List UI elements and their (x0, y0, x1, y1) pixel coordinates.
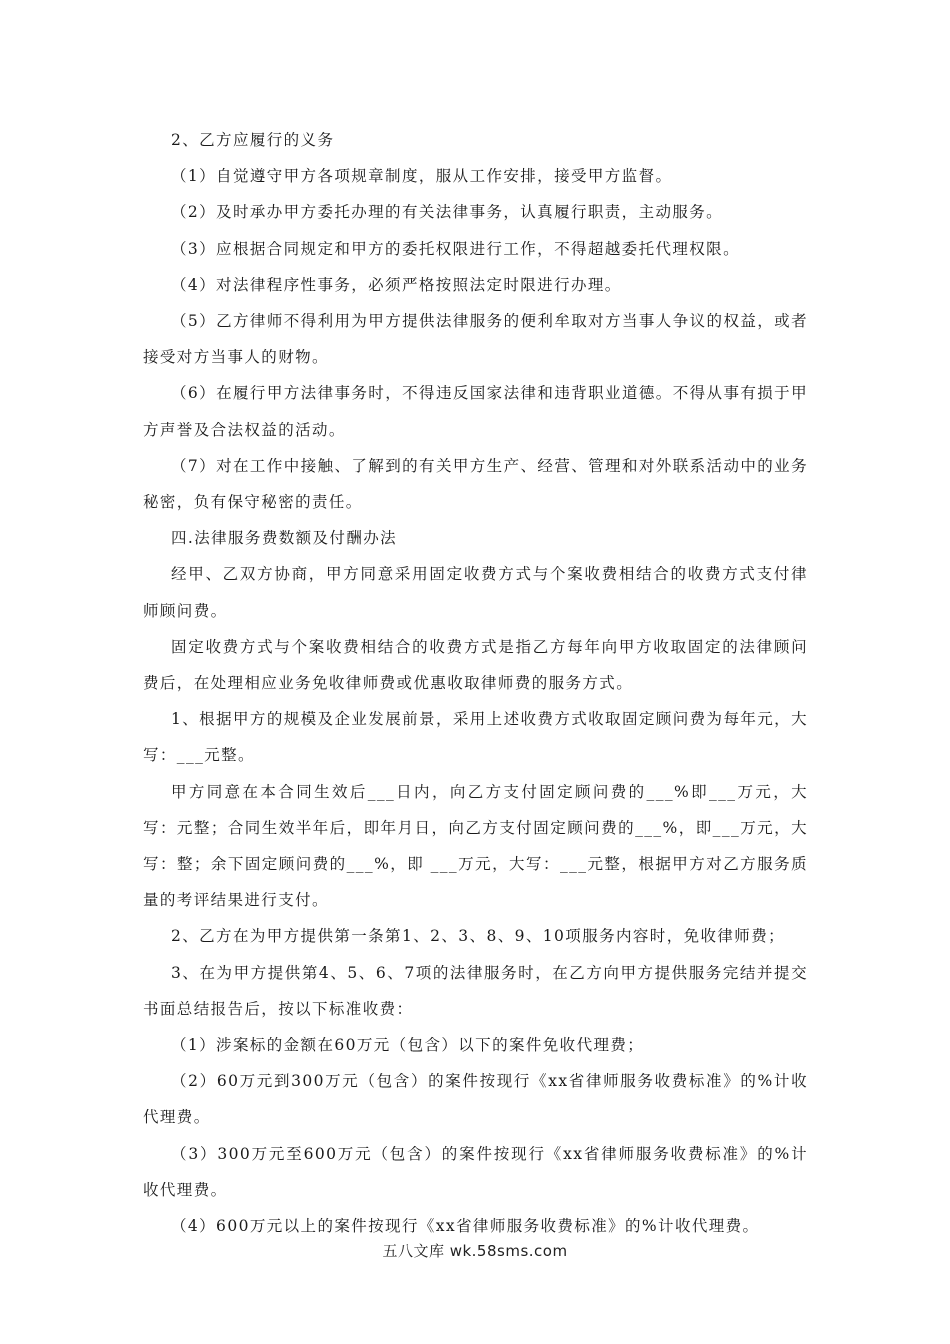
paragraph: （2）60万元到300万元（包含）的案件按现行《xx省律师服务收费标准》的%计收代理费。 (143, 1072, 808, 1127)
document-body (143, 122, 808, 1244)
paragraph: （2）及时承办甲方委托办理的有关法律事务，认真履行职责，主动服务。 (171, 203, 724, 222)
page-footer: 五八文库 wk.58sms.com (382, 1242, 568, 1260)
section-heading: 2、乙方应履行的义务 (171, 131, 335, 149)
paragraph: （1）自觉遵守甲方各项规章制度，服从工作安排，接受甲方监督。 (171, 167, 673, 186)
paragraph: （1）涉案标的金额在60万元（包含）以下的案件免收代理费； (171, 1036, 645, 1055)
paragraph: 2、乙方在为甲方提供第一条第1、2、3、8、9、10项服务内容时，免收律师费； (171, 927, 785, 946)
paragraph: 1、根据甲方的规模及企业发展前景，采用上述收费方式收取固定顾问费为每年元，大写：___元整。 (143, 710, 808, 765)
paragraph: （5）乙方律师不得利用为甲方提供法律服务的便利牟取对方当事人争议的权益，或者接受对方当事人的财物。 (143, 312, 808, 367)
paragraph: （4）对法律程序性事务，必须严格按照法定时限进行办理。 (171, 275, 622, 294)
paragraph: （6）在履行甲方法律事务时，不得违反国家法律和违背职业道德。不得从事有损于甲方声誉及合法权益的活动。 (143, 384, 808, 439)
paragraph: 固定收费方式与个案收费相结合的收费方式是指乙方每年向甲方收取固定的法律顾问费后，在处理相应业务免收律师费或优惠收取律师费的服务方式。 (143, 637, 808, 693)
section-heading: 四.法律服务费数额及付酬办法 (171, 529, 398, 548)
paragraph: （7）对在工作中接触、了解到的有关甲方生产、经营、管理和对外联系活动中的业务秘密，负有保守秘密的责任。 (143, 456, 808, 512)
paragraph: （4）600万元以上的案件按现行《xx省律师服务收费标准》的%计收代理费。 (171, 1217, 760, 1236)
paragraph: 3、在为甲方提供第4、5、6、7项的法律服务时，在乙方向甲方提供服务完结并提交书面总结报告后，按以下标准收费： (143, 963, 808, 1018)
paragraph: （3）应根据合同规定和甲方的委托权限进行工作，不得超越委托代理权限。 (171, 239, 740, 258)
paragraph: 经甲、乙双方协商，甲方同意采用固定收费方式与个案收费相结合的收费方式支付律师顾问费。 (143, 565, 808, 620)
paragraph: 甲方同意在本合同生效后___日内，向乙方支付固定顾问费的___%即___万元，大写：元整；合同生效半年后，即年月日，向乙方支付固定顾问费的___%，即___万元，大写：整；余下固定顾问费的___%，即 ___万元，大写：___元整，根据甲方对乙方服务质量的考评结果进行支付。 (143, 782, 808, 910)
paragraph: （3）300万元至600万元（包含）的案件按现行《xx省律师服务收费标准》的%计收代理费。 (143, 1144, 808, 1199)
